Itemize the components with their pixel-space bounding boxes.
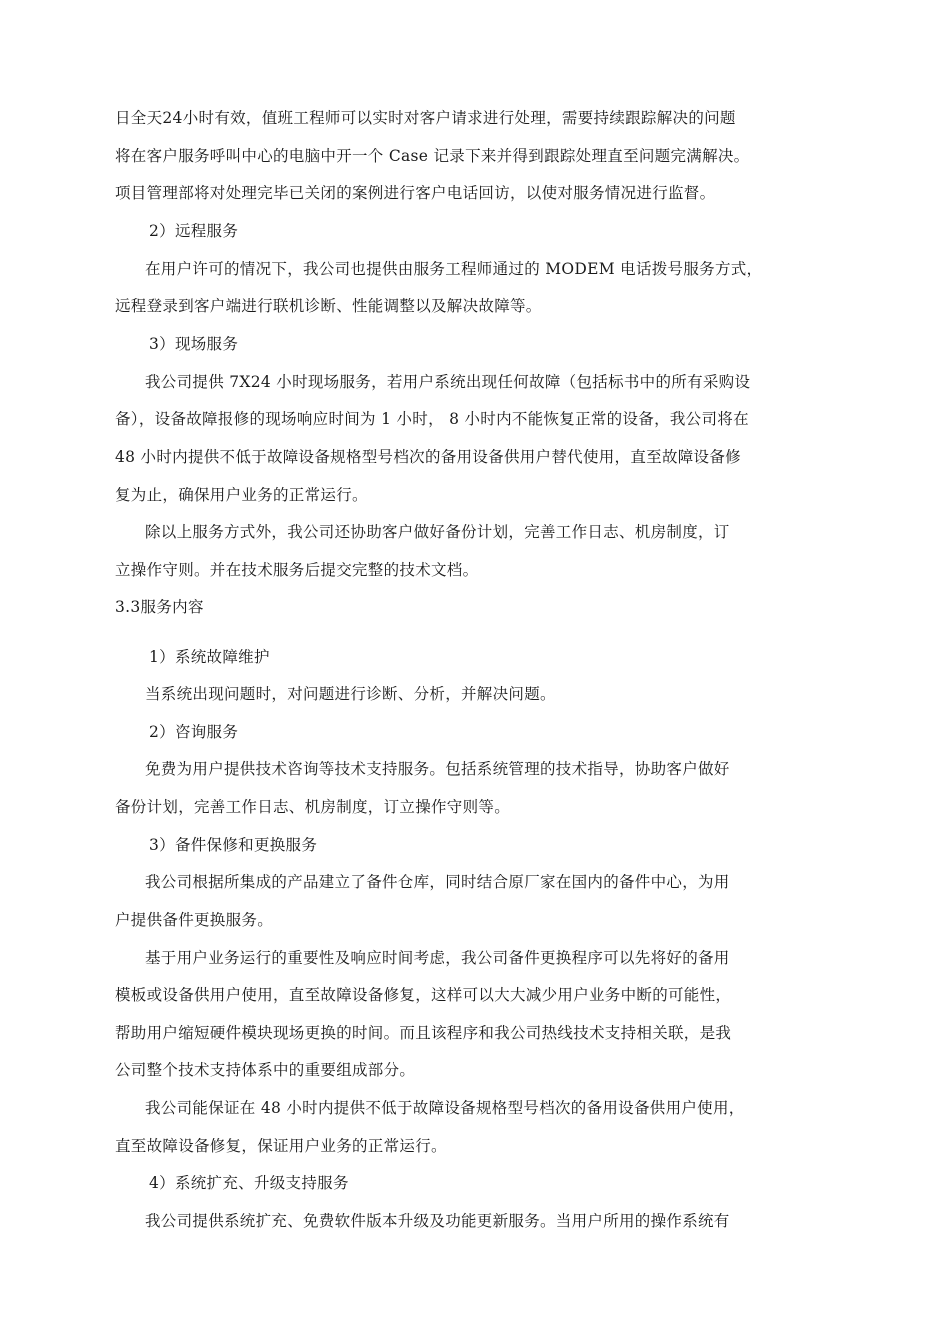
- subsection-heading: 2）远程服务: [149, 222, 239, 240]
- body-text-line: 我公司能保证在 48 小时内提供不低于故障设备规格型号档次的备用设备供用户使用，: [145, 1099, 745, 1117]
- body-text-line: 备），设备故障报修的现场响应时间为 1 小时， 8 小时内不能恢复正常的设备，我公司将在: [115, 410, 749, 428]
- body-text-line: 48 小时内提供不低于故障设备规格型号档次的备用设备供用户替代使用，直至故障设备修: [115, 448, 741, 466]
- body-text-line: 公司整个技术支持体系中的重要组成部分。: [115, 1061, 416, 1079]
- body-text-line: 我公司提供 7X24 小时现场服务，若用户系统出现任何故障（包括标书中的所有采购设: [145, 373, 751, 391]
- subsection-heading: 3）现场服务: [149, 335, 239, 353]
- body-text-line: 模板或设备供用户使用，直至故障设备修复，这样可以大大减少用户业务中断的可能性，: [115, 986, 732, 1004]
- body-text-line: 在用户许可的情况下，我公司也提供由服务工程师通过的 MODEM 电话拨号服务方式，: [145, 260, 763, 278]
- body-text-line: 户提供备件更换服务。: [115, 911, 274, 929]
- body-text-line: 备份计划，完善工作日志、机房制度，订立操作守则等。: [115, 798, 511, 816]
- body-text-line: 复为止，确保用户业务的正常运行。: [115, 486, 368, 504]
- body-text-line: 远程登录到客户端进行联机诊断、性能调整以及解决故障等。: [115, 297, 542, 315]
- body-text-line: 立操作守则。并在技术服务后提交完整的技术文档。: [115, 561, 479, 579]
- subsection-heading: 3）备件保修和更换服务: [149, 836, 318, 854]
- body-text-line: 将在客户服务呼叫中心的电脑中开一个 Case 记录下来并得到跟踪处理直至问题完满解决。: [115, 147, 750, 165]
- subsection-heading: 1）系统故障维护: [149, 648, 270, 666]
- body-text-line: 日全天24小时有效，值班工程师可以实时对客户请求进行处理，需要持续跟踪解决的问题: [115, 109, 736, 127]
- subsection-heading: 4）系统扩充、升级支持服务: [149, 1174, 349, 1192]
- body-text-line: 基于用户业务运行的重要性及响应时间考虑，我公司备件更换程序可以先将好的备用: [145, 949, 730, 967]
- body-text-line: 项目管理部将对处理完毕已关闭的案例进行客户电话回访，以使对服务情况进行监督。: [115, 184, 716, 202]
- subsection-heading: 2）咨询服务: [149, 723, 239, 741]
- body-text-line: 我公司提供系统扩充、免费软件版本升级及功能更新服务。当用户所用的操作系统有: [145, 1212, 730, 1230]
- body-text-line: 免费为用户提供技术咨询等技术支持服务。包括系统管理的技术指导，协助客户做好: [145, 760, 730, 778]
- body-text-line: 除以上服务方式外，我公司还协助客户做好备份计划，完善工作日志、机房制度，订: [145, 523, 730, 541]
- body-text-line: 我公司根据所集成的产品建立了备件仓库，同时结合原厂家在国内的备件中心，为用: [145, 873, 730, 891]
- body-text-line: 直至故障设备修复，保证用户业务的正常运行。: [115, 1137, 447, 1155]
- section-heading: 3.3服务内容: [115, 598, 204, 616]
- body-text-line: 帮助用户缩短硬件模块现场更换的时间。而且该程序和我公司热线技术支持相关联，是我: [115, 1024, 732, 1042]
- body-text-line: 当系统出现问题时，对问题进行诊断、分析，并解决问题。: [145, 685, 556, 703]
